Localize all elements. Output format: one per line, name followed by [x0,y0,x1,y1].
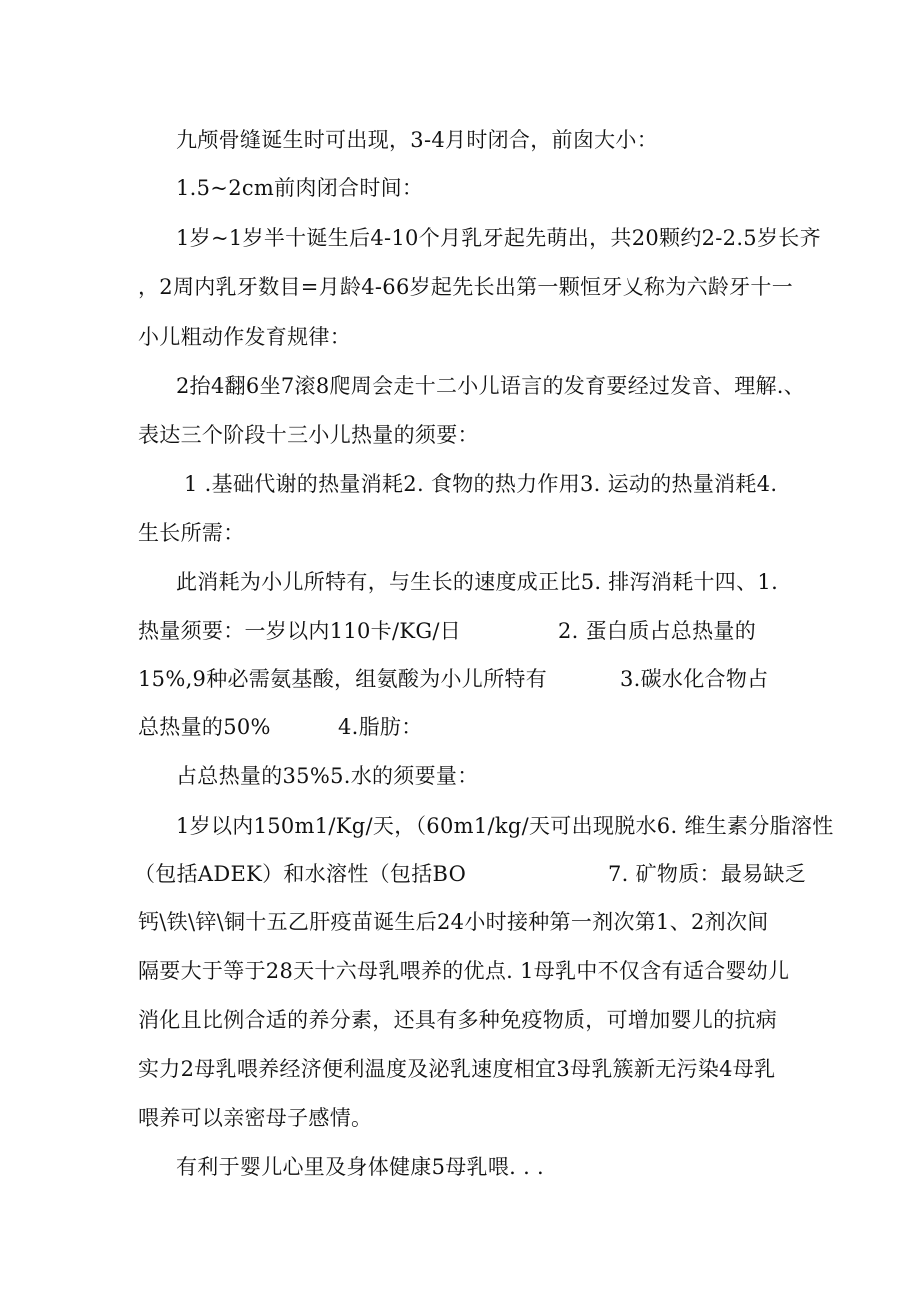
text-line: 此消耗为小儿所特有，与生长的速度成正比5. 排泻消耗十四、1. [176,570,779,594]
text-line: 表达三个阶段十三小儿热量的须要： [138,423,479,447]
text-line: 九颅骨缝诞生时可出现，3-4月时闭合，前囱大小： [176,128,659,152]
text-line: 隔要大于等于28天十六母乳喂养的优点. 1母乳中不仅含有适合婴幼儿 [138,959,790,983]
text-line: 消化且比例合适的养分素，还具有多种免疫物质，可增加婴儿的抗病 [138,1008,777,1032]
text-line: （包括ADEK）和水溶性（包括BO [134,862,467,886]
text-line: 1.5~2cm前肉闭合时间： [176,176,424,200]
text-line: ，2周内乳牙数目=月龄4-66岁起先长出第一颗恒牙乂称为六龄牙十一 [138,275,794,299]
text-line: 2抬4翻6坐7滚8爬周会走十二小儿语言的发育要经过发音、理解.、 [176,374,806,398]
text-line: 1 .基础代谢的热量消耗2. 食物的热力作用3. 运动的热量消耗4. [184,472,778,496]
text-line: 有利于婴儿心里及身体健康5母乳喂. . . [176,1155,545,1179]
text-line: 1岁以内150m1/Kg/天，（60m1/kg/天可出现脱水6. 维生素分脂溶性 [176,814,834,838]
text-line: 小儿粗动作发育规律： [138,325,351,349]
text-line: 生长所需： [138,521,245,545]
text-line: 总热量的50% [138,715,271,739]
text-line: 15%,9种必需氨基酸，组氨酸为小儿所特有 [138,667,548,691]
text-line: 7. 矿物质：最易缺乏 [608,862,807,886]
text-line: 3.碳水化合物占 [620,667,769,691]
text-line: 热量须要：一岁以内110卡/KG/日 [138,619,462,643]
text-line: 4.脂肪： [338,715,423,739]
text-line: 钙\铁\锌\铜十五乙肝疫苗诞生后24小时接种第一剂次第1、2剂次间 [138,910,769,934]
text-line: 2. 蛋白质占总热量的 [558,619,757,643]
text-line: 喂养可以亲密母子感情。 [138,1106,373,1130]
text-line: 实力2母乳喂养经济便利温度及泌乳速度相宜3母乳簇新无污染4母乳 [138,1057,776,1081]
text-line: 1岁~1岁半十诞生后4-10个月乳牙起先萌出，共20颗约2-2.5岁长齐 [176,226,821,250]
text-line: 占总热量的35%5.水的须要量： [176,764,479,788]
